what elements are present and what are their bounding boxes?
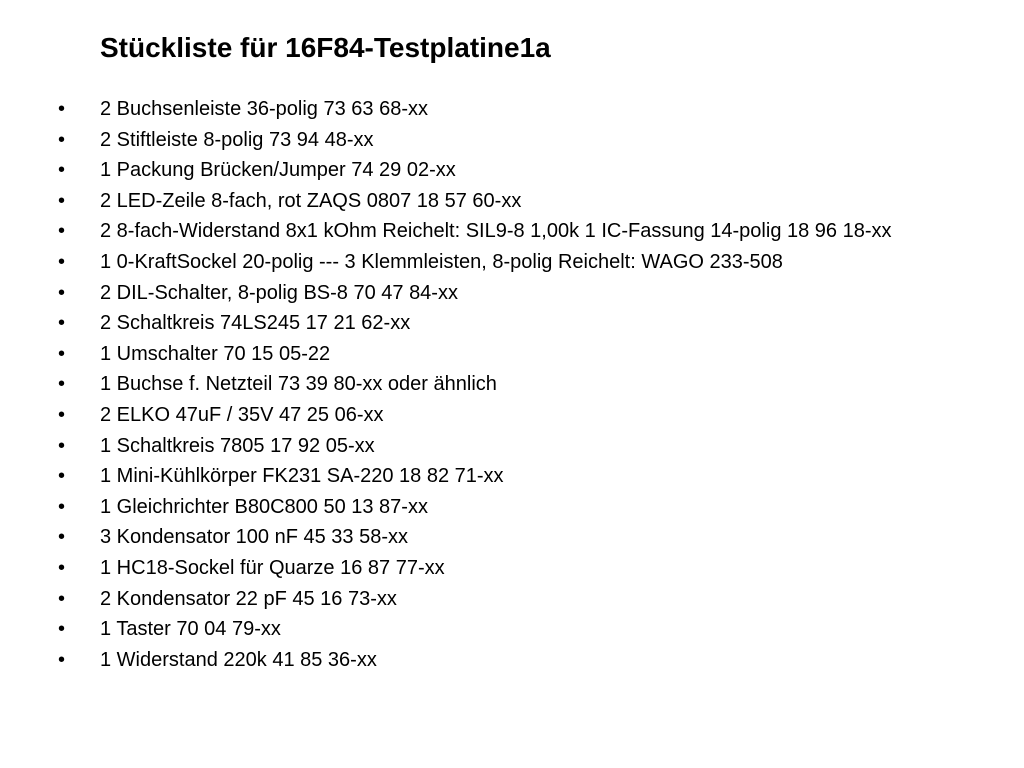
list-item <box>56 588 936 611</box>
bullet-icon: • <box>58 250 66 273</box>
list-item-text: 1 HC18-Sockel für Quarze 16 87 77-xx <box>100 556 445 579</box>
list-item-text: 1 Schaltkreis 7805 17 92 05-xx <box>100 434 375 457</box>
bullet-icon: • <box>58 465 66 488</box>
list-item <box>56 129 936 152</box>
list-item-text: 2 Kondensator 22 pF 45 16 73-xx <box>100 587 397 610</box>
list-item-text: 2 Buchsenleiste 36-polig 73 63 68-xx <box>100 98 428 120</box>
list-item-text: 1 Buchse f. Netzteil 73 39 80-xx oder ähnlich <box>100 373 497 396</box>
list-item-text: 1 Mini-Kühlkörper FK231 SA-220 18 82 71-xx <box>100 465 504 488</box>
list-item <box>56 649 936 672</box>
bullet-icon: • <box>58 220 66 243</box>
list-item <box>56 557 936 580</box>
bullet-icon: • <box>58 648 66 671</box>
list-item <box>56 526 936 549</box>
bullet-icon: • <box>58 495 66 518</box>
bullet-icon: • <box>58 98 66 120</box>
slide-title: Stückliste für 16F84-Testplatine1a <box>100 32 551 63</box>
bullet-icon: • <box>58 373 66 396</box>
list-item <box>56 435 936 458</box>
list-item-text: 2 LED-Zeile 8-fach, rot ZAQS 0807 18 57 60-xx <box>100 189 522 212</box>
bullet-icon: • <box>58 281 66 304</box>
list-item <box>56 251 936 274</box>
bullet-icon: • <box>58 526 66 549</box>
list-item <box>56 404 936 427</box>
bullet-icon: • <box>58 587 66 610</box>
bullet-icon: • <box>58 189 66 212</box>
list-item <box>56 496 936 519</box>
list-item-text: 1 0-KraftSockel 20-polig --- 3 Klemmleisten, 8-polig Reichelt: WAGO 233-508 <box>100 250 783 273</box>
list-item <box>56 282 936 305</box>
bullet-icon: • <box>58 434 66 457</box>
list-item <box>56 312 936 335</box>
list-item-text: 3 Kondensator 100 nF 45 33 58-xx <box>100 526 408 549</box>
list-item <box>56 465 936 488</box>
bullet-icon: • <box>58 128 66 151</box>
bullet-icon: • <box>58 312 66 335</box>
list-item <box>56 98 936 121</box>
bullet-icon: • <box>58 403 66 426</box>
list-item-text: 1 Widerstand 220k 41 85 36-xx <box>100 648 377 671</box>
list-item <box>56 618 936 641</box>
list-item-text: 2 DIL-Schalter, 8-polig BS-8 70 47 84-xx <box>100 281 458 304</box>
list-item-text: 1 Taster 70 04 79-xx <box>100 618 281 641</box>
list-item-text: 2 8-fach-Widerstand 8x1 kOhm Reichelt: SIL9-8 1,00k 1 IC-Fassung 14-polig 18 96 18-xx <box>100 220 892 243</box>
bullet-icon: • <box>58 618 66 641</box>
list-item-text: 2 Schaltkreis 74LS245 17 21 62-xx <box>100 312 411 335</box>
list-item-text: 1 Packung Brücken/Jumper 74 29 02-xx <box>100 159 456 182</box>
bullet-icon: • <box>58 159 66 182</box>
list-item <box>56 343 936 366</box>
list-item <box>56 220 936 243</box>
list-item-text: 1 Umschalter 70 15 05-22 <box>100 342 331 365</box>
list-item-text: 2 Stiftleiste 8-polig 73 94 48-xx <box>100 128 374 151</box>
bullet-icon: • <box>58 556 66 579</box>
list-item <box>56 159 936 182</box>
bullet-icon: • <box>58 342 66 365</box>
list-item-text: 1 Gleichrichter B80C800 50 13 87-xx <box>100 495 428 518</box>
list-item <box>56 190 936 213</box>
parts-list <box>56 98 936 679</box>
list-item <box>56 373 936 396</box>
list-item-text: 2 ELKO 47uF / 35V 47 25 06-xx <box>100 403 384 426</box>
